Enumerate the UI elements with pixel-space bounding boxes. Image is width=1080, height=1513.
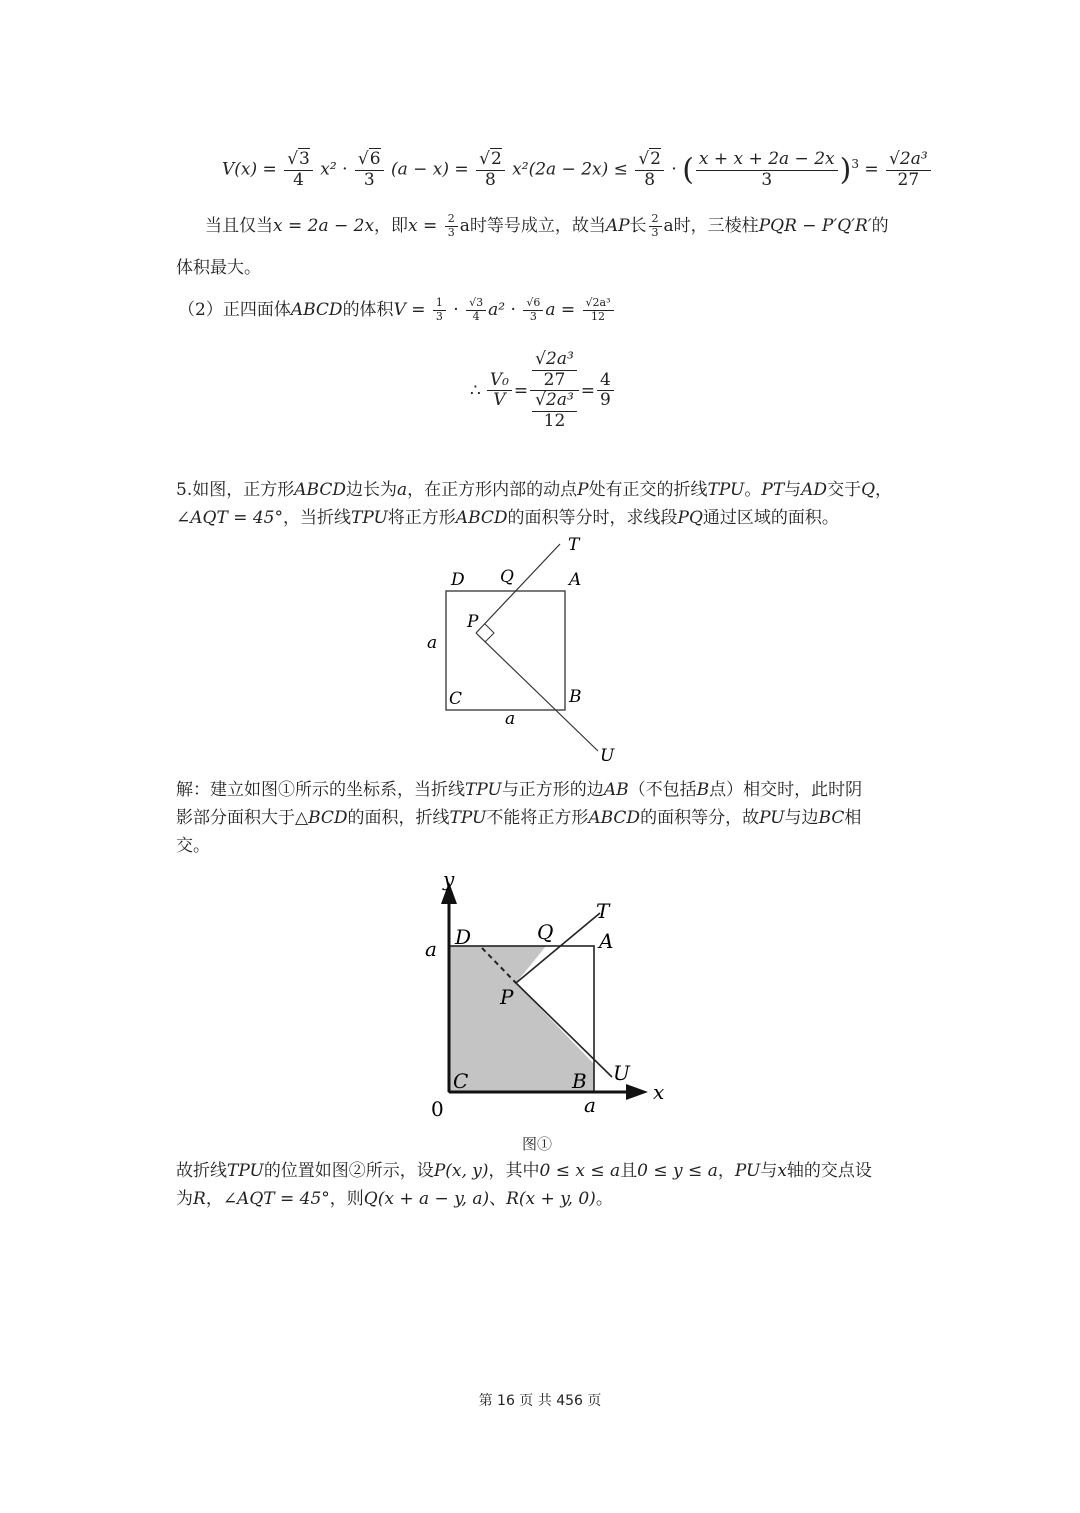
- figure-1-coordinate-diagram: [0, 860, 1080, 1160]
- label-a-left-2: a: [425, 937, 437, 961]
- volume-ratio-equation: ∴ $\frac{\text{V₀}}{V}$ = $\frac{\frac{\text{√2a³}}{27}}{\frac{\text{√2a³}}{12}}$ = $\frac{4}{9}$: [470, 350, 616, 431]
- page-number-text: 第 16 页 共 456 页: [478, 1393, 602, 1409]
- label-y-axis: y: [443, 867, 455, 891]
- label-c: C: [449, 689, 463, 709]
- label-d: D: [451, 570, 465, 590]
- label-side-a-left: a: [427, 633, 438, 653]
- x-axis-arrow: [626, 1084, 648, 1100]
- final-line-1: 故折线TPU的位置如图②所示，设P(x, y)，其中0 ≤ x ≤ a且0 ≤ y ≤ a，PU与x轴的交点设: [176, 1161, 872, 1181]
- label-d-2: D: [455, 925, 472, 949]
- label-t-2: T: [596, 899, 610, 923]
- tetrahedron-volume-line: （2）正四面体ABCD的体积V = $\frac{1}{3}$ · $\frac{√3}{4}$ a² · $\frac{√6}{3}$ a = $\frac{\text{√2a³}}{12}$: [178, 296, 616, 324]
- eq-lhs: V(x): [222, 159, 258, 180]
- label-u-2: U: [613, 1061, 630, 1085]
- label-u: U: [600, 746, 615, 766]
- label-side-a-bottom: a: [505, 709, 516, 729]
- volume-inequality-equation: V(x) = $\frac{√3}{4}$ x² · $\frac{√6}{3}$ (a − x) = $\frac{√2}{8}$ x²(2a − 2x) ≤ $\frac{√2}{8}$ · ( $\frac{x + x + 2a - 2x}{3}$ )$^3$ = $\frac{\text{√2a³}}{27}$: [222, 150, 933, 190]
- label-a-2: A: [599, 929, 614, 953]
- label-q-2: Q: [537, 920, 554, 944]
- right-angle-mark: [485, 624, 494, 642]
- label-b: B: [569, 687, 582, 707]
- equality-condition-paragraph: 当且仅当x = 2a − 2x，即x = $\frac{2}{3}$ a时等号成立，故当AP长 $\frac{2}{3}$ a时，三棱柱PQR − P′Q′R′的: [205, 212, 889, 239]
- label-a-bottom-2: a: [584, 1093, 596, 1117]
- solution-line-3: 交。: [176, 836, 210, 856]
- solution-line-1: 解：建立如图①所示的坐标系，当折线TPU与正方形的边AB（不包括B点）相交时，此时阴: [176, 780, 863, 800]
- final-line-2: 为R，∠AQT = 45°，则Q(x + a − y, a)、R(x + y, 0)。: [176, 1189, 613, 1209]
- equality-condition-paragraph-end: 体积最大。: [176, 258, 261, 278]
- label-t: T: [568, 535, 580, 555]
- label-origin: 0: [431, 1097, 444, 1121]
- figure-caption: 图①: [522, 1135, 553, 1153]
- question-5-line-1: 5.如图，正方形ABCD边长为a，在正方形内部的动点P处有正交的折线TPU。PT与AD交于Q，: [176, 480, 893, 500]
- solution-line-2: 影部分面积大于△BCD的面积，折线TPU不能将正方形ABCD的面积等分，故PU与边BC相: [176, 808, 862, 828]
- label-b-2: B: [572, 1069, 587, 1093]
- label-p: P: [467, 612, 479, 632]
- label-q: Q: [500, 567, 514, 587]
- question-5-line-2: ∠AQT = 45°，当折线TPU将正方形ABCD的面积等分时，求线段PQ通过区域的面积。: [176, 508, 839, 528]
- label-c-2: C: [453, 1069, 469, 1093]
- label-p-2: P: [500, 985, 514, 1009]
- label-a: A: [569, 570, 582, 590]
- page-footer: [0, 1390, 1080, 1410]
- square-abcd: [446, 591, 565, 710]
- label-x-axis: x: [653, 1080, 665, 1104]
- ray-pt: [476, 544, 560, 633]
